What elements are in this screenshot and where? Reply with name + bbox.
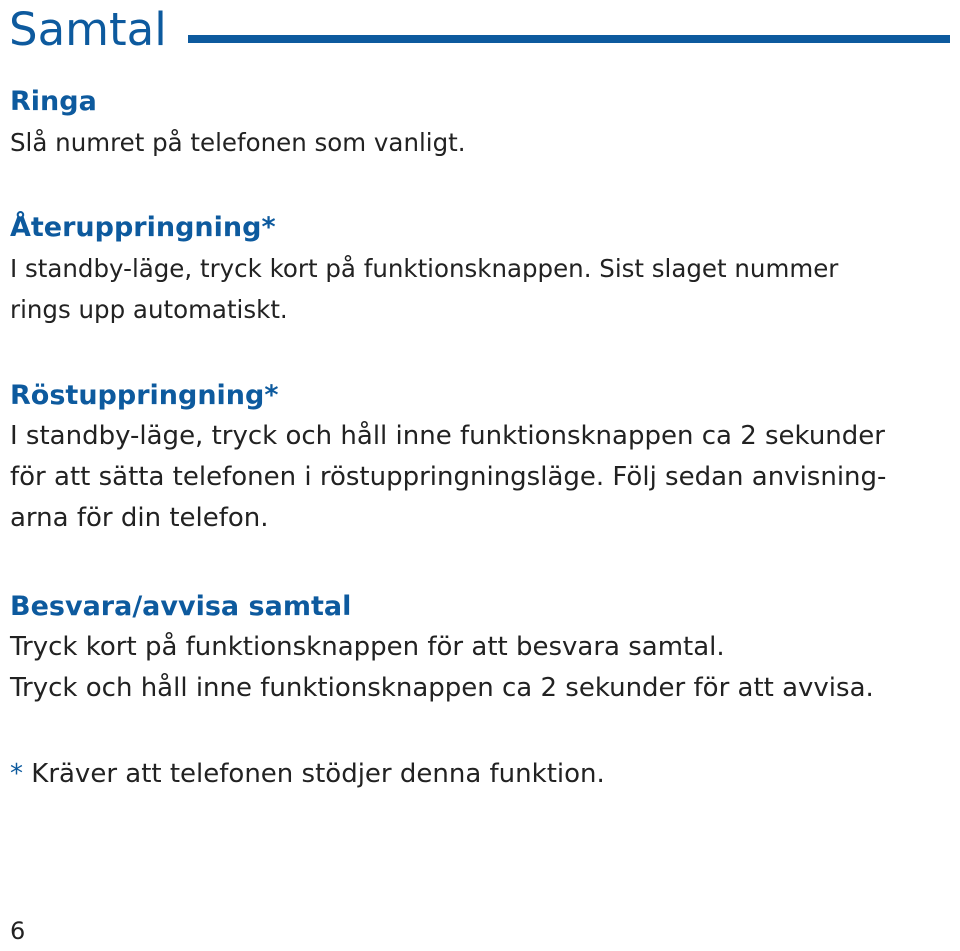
section-ateruppringning — [10, 207, 838, 330]
footnote-text: Kräver att telefonen stödjer denna funktion. — [23, 759, 605, 789]
section-heading: Återuppringning* — [10, 212, 276, 243]
section-body: I standby-läge, tryck och håll inne funktionsknappen ca 2 sekunder för att sätta telefonen i röstuppringningsläge. Följ sedan anvisning- arna för din telefon. — [10, 421, 887, 533]
section-heading: Röstuppringning* — [10, 380, 279, 411]
section-rostuppringning — [10, 375, 886, 539]
footnote — [10, 754, 605, 795]
section-heading: Besvara/avvisa samtal — [10, 591, 352, 622]
section-besvara-avvisa — [10, 586, 874, 709]
section-body: Tryck kort på funktionsknappen för att besvara samtal. Tryck och håll inne funktionsknappen ca 2 sekunder för att avvisa. — [10, 632, 874, 703]
section-body: Slå numret på telefonen som vanligt. — [10, 128, 466, 157]
section-body: I standby-läge, tryck kort på funktionsknappen. Sist slaget nummer rings upp automatiskt. — [10, 254, 839, 324]
page-title: Samtal — [9, 3, 167, 56]
section-heading: Ringa — [10, 86, 97, 117]
page-number: 6 — [10, 917, 26, 945]
footnote-asterisk: * — [10, 759, 23, 789]
title-rule — [188, 35, 950, 43]
section-ringa — [10, 81, 466, 163]
